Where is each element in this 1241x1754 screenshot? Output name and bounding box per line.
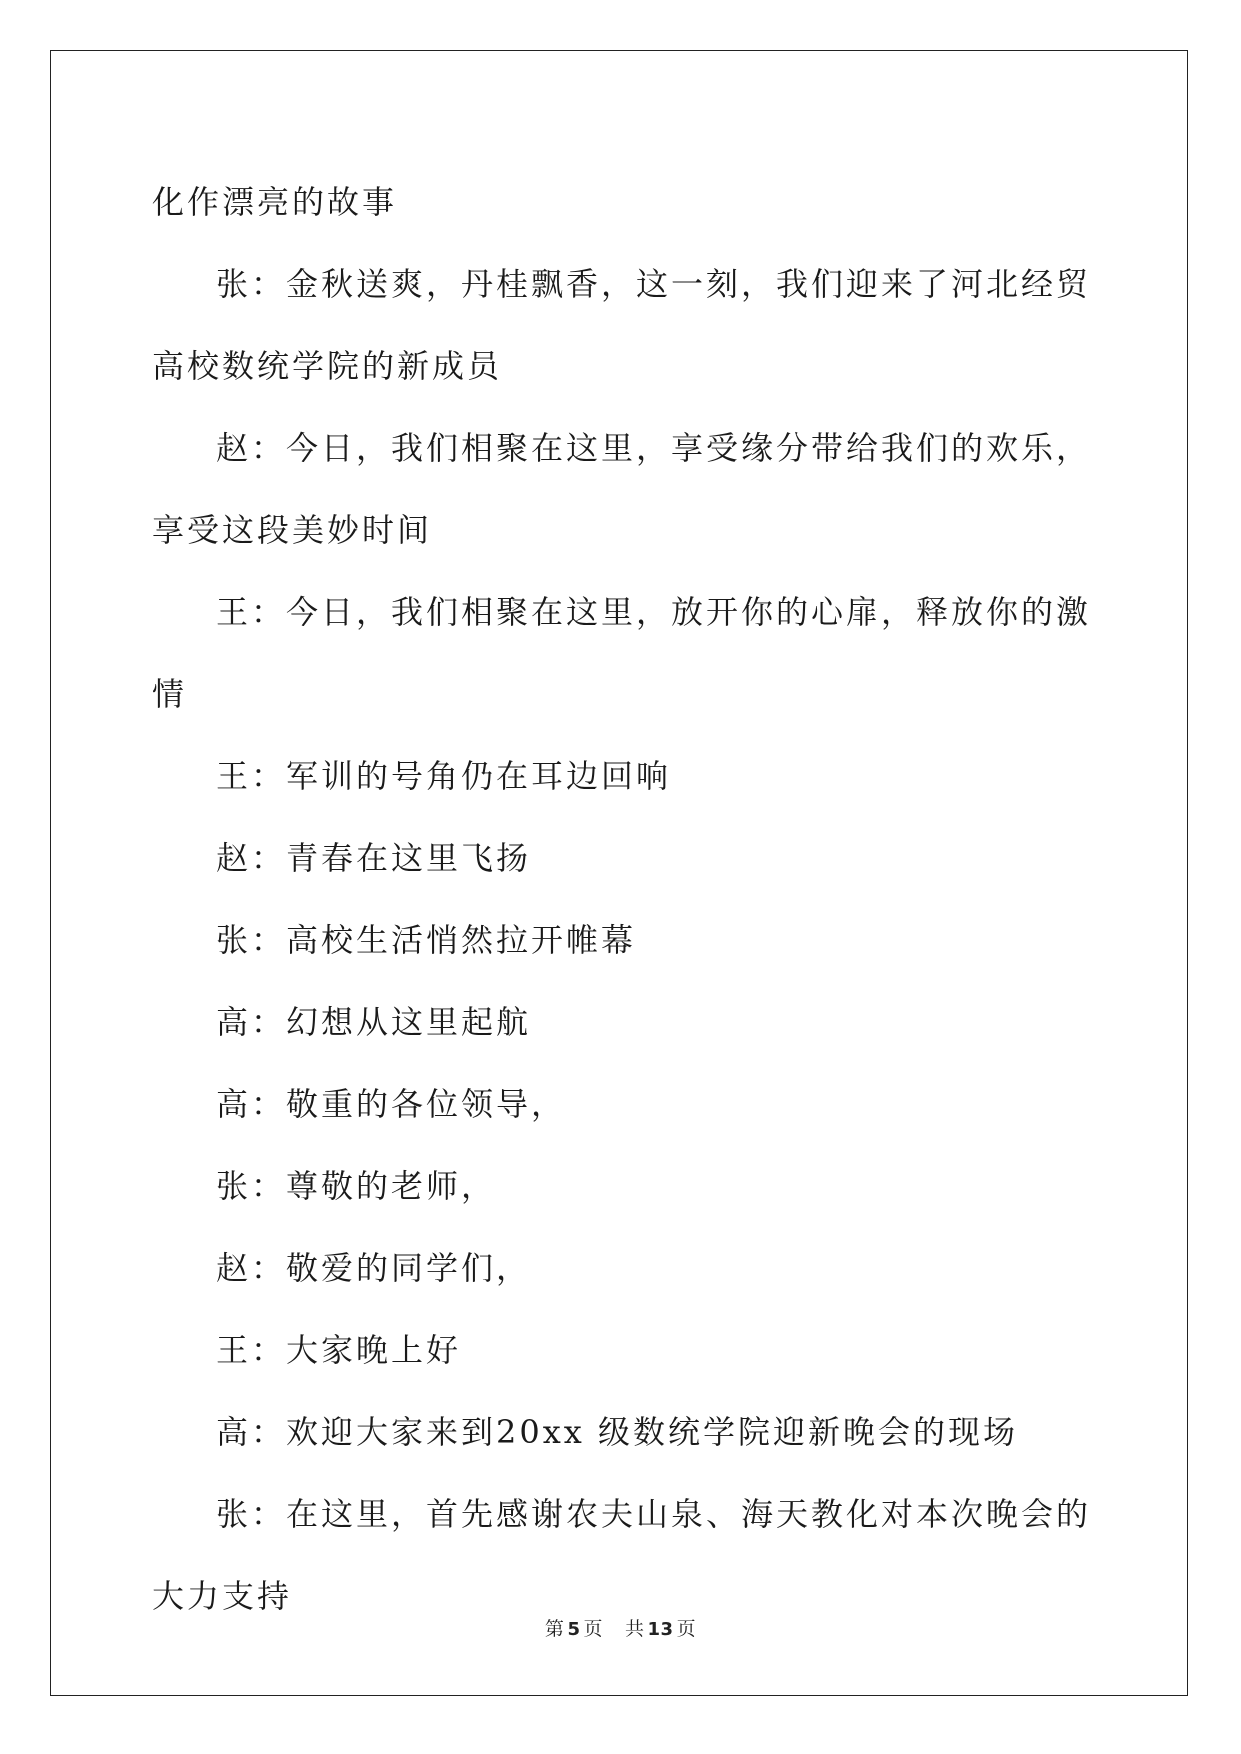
- paragraph: 高：幻想从这里起航: [216, 1003, 532, 1041]
- paragraph: 化作漂亮的故事: [152, 183, 398, 221]
- paragraph: 赵：青春在这里飞扬: [216, 839, 532, 877]
- paragraph: 王：军训的号角仍在耳边回响: [216, 757, 672, 795]
- paragraph: 王：大家晚上好: [216, 1331, 462, 1369]
- page-suffix: 页: [583, 1618, 603, 1640]
- paragraph: 高：欢迎大家来到20xx 级数统学院迎新晚会的现场: [216, 1413, 1018, 1451]
- document-body: [152, 161, 1092, 1637]
- total-pages: 13: [647, 1619, 674, 1640]
- page-number: 5: [567, 1619, 581, 1640]
- paragraph: 张：金秋送爽，丹桂飘香，这一刻，我们迎来了河北经贸高校数统学院的新成员: [152, 265, 1092, 385]
- paragraph: 王：今日，我们相聚在这里，放开你的心扉，释放你的激情: [152, 593, 1092, 713]
- page-footer: [0, 1614, 1241, 1641]
- total-suffix: 页: [676, 1618, 697, 1640]
- paragraph: 张：尊敬的老师，: [216, 1167, 497, 1205]
- paragraph: 赵：今日，我们相聚在这里，享受缘分带给我们的欢乐，享受这段美妙时间: [152, 429, 1092, 549]
- paragraph: 张：高校生活悄然拉开帷幕: [216, 921, 637, 959]
- total-prefix: 共: [624, 1618, 645, 1640]
- paragraph: 赵：敬爱的同学们，: [216, 1249, 532, 1287]
- page-prefix: 第: [544, 1618, 565, 1640]
- paragraph: 张：在这里，首先感谢农夫山泉、海天教化对本次晚会的大力支持: [152, 1495, 1092, 1615]
- paragraph: 高：敬重的各位领导，: [216, 1085, 567, 1123]
